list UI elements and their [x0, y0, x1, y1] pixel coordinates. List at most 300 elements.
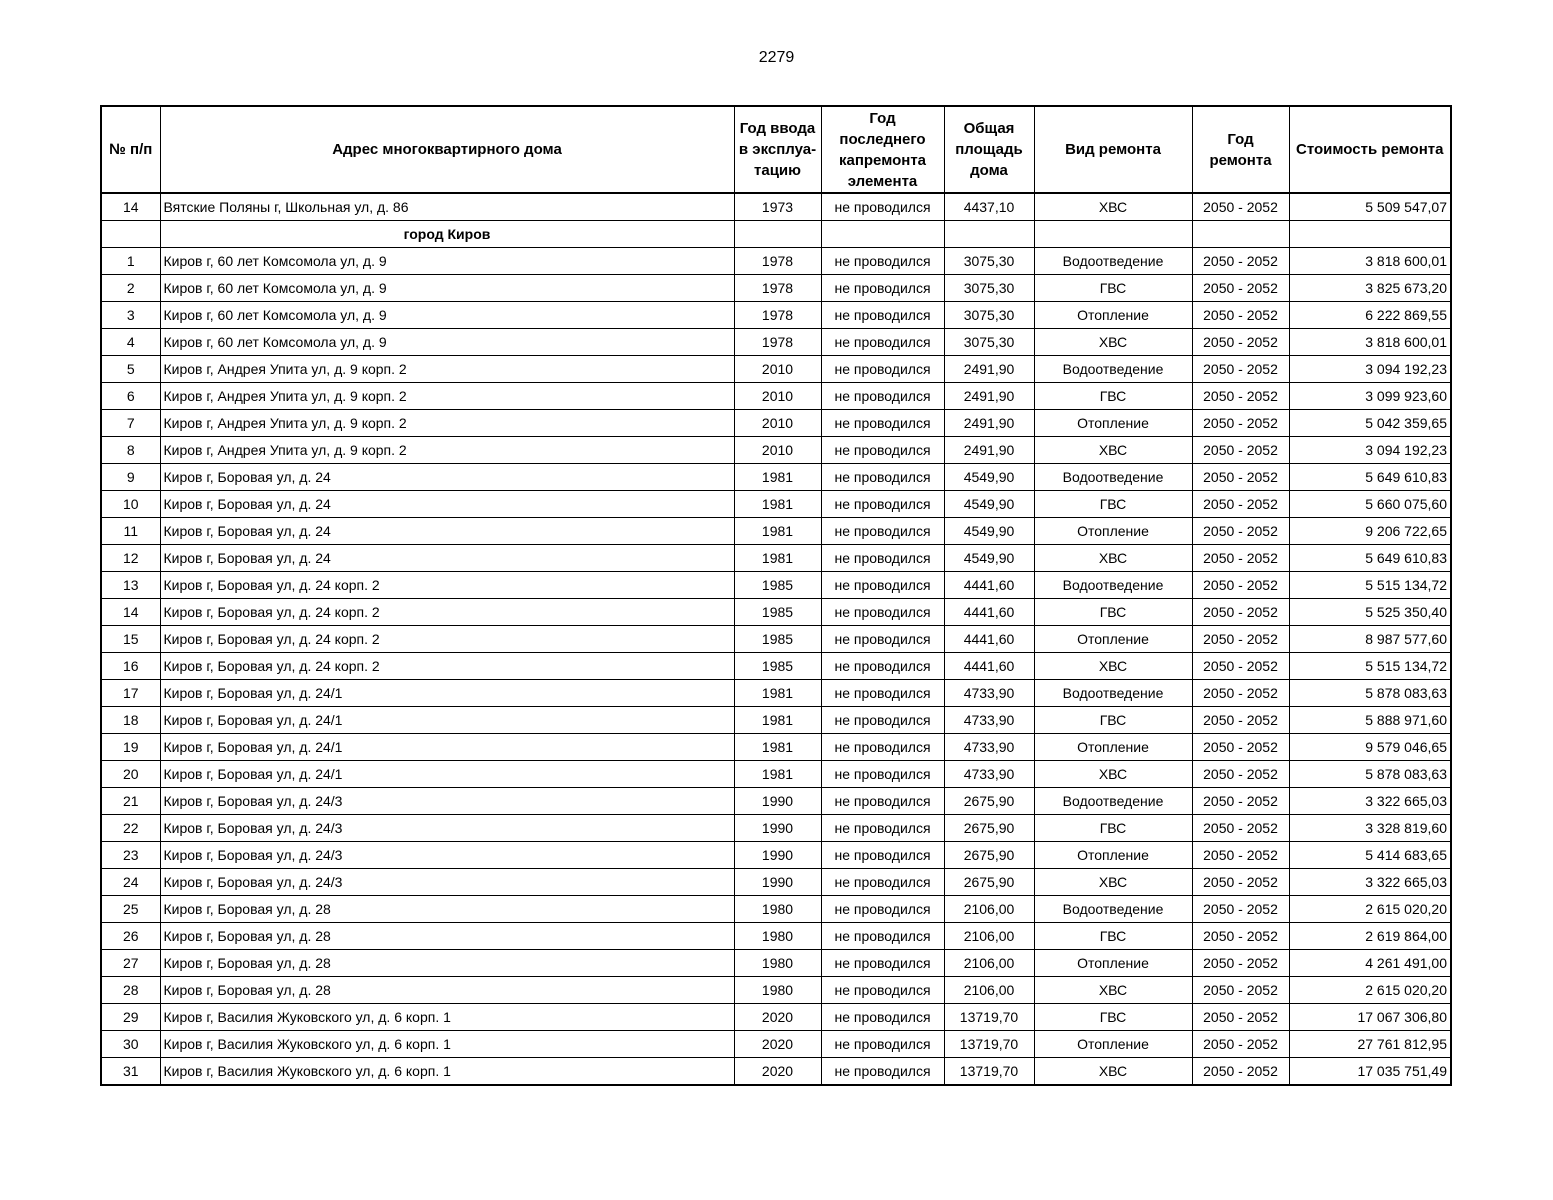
cell-cost: 5 878 083,63 — [1289, 680, 1451, 707]
cell-repair-type: Водоотведение — [1034, 464, 1192, 491]
cell-last-repair: не проводился — [821, 815, 944, 842]
cell-address: Киров г, Боровая ул, д. 28 — [160, 950, 734, 977]
cell-area — [944, 221, 1034, 248]
cell-cost: 3 094 192,23 — [1289, 437, 1451, 464]
cell-num: 11 — [101, 518, 160, 545]
header-year-built: Год ввода в эксплуа-тацию — [734, 106, 821, 193]
cell-last-repair: не проводился — [821, 410, 944, 437]
cell-area: 13719,70 — [944, 1031, 1034, 1058]
cell-address: Вятские Поляны г, Школьная ул, д. 86 — [160, 193, 734, 221]
table-row — [101, 923, 1451, 950]
table-row — [101, 1058, 1451, 1086]
cell-last-repair: не проводился — [821, 761, 944, 788]
cell-repair-type: Водоотведение — [1034, 248, 1192, 275]
cell-year-built: 1990 — [734, 869, 821, 896]
cell-area: 4441,60 — [944, 653, 1034, 680]
cell-repair-year: 2050 - 2052 — [1192, 707, 1289, 734]
cell-address: Киров г, Боровая ул, д. 28 — [160, 923, 734, 950]
cell-repair-year: 2050 - 2052 — [1192, 572, 1289, 599]
cell-cost: 5 042 359,65 — [1289, 410, 1451, 437]
cell-repair-year: 2050 - 2052 — [1192, 896, 1289, 923]
cell-area: 4733,90 — [944, 761, 1034, 788]
cell-address: Киров г, Боровая ул, д. 28 — [160, 896, 734, 923]
cell-address: Киров г, Боровая ул, д. 28 — [160, 977, 734, 1004]
cell-repair-type: ХВС — [1034, 193, 1192, 221]
table-row — [101, 626, 1451, 653]
cell-area: 2491,90 — [944, 410, 1034, 437]
cell-repair-year: 2050 - 2052 — [1192, 788, 1289, 815]
cell-repair-year: 2050 - 2052 — [1192, 734, 1289, 761]
cell-last-repair: не проводился — [821, 1058, 944, 1086]
cell-year-built: 1978 — [734, 329, 821, 356]
cell-repair-year: 2050 - 2052 — [1192, 599, 1289, 626]
cell-area: 2106,00 — [944, 977, 1034, 1004]
table-row — [101, 707, 1451, 734]
table-row — [101, 950, 1451, 977]
table-row — [101, 518, 1451, 545]
cell-repair-type: Водоотведение — [1034, 572, 1192, 599]
cell-area: 2675,90 — [944, 842, 1034, 869]
cell-repair-year: 2050 - 2052 — [1192, 1058, 1289, 1086]
cell-repair-year: 2050 - 2052 — [1192, 193, 1289, 221]
cell-repair-type: Отопление — [1034, 950, 1192, 977]
cell-address: Киров г, Боровая ул, д. 24/1 — [160, 734, 734, 761]
cell-year-built: 1973 — [734, 193, 821, 221]
cell-repair-year: 2050 - 2052 — [1192, 437, 1289, 464]
cell-cost: 5 525 350,40 — [1289, 599, 1451, 626]
cell-last-repair: не проводился — [821, 923, 944, 950]
cell-area: 2491,90 — [944, 437, 1034, 464]
cell-year-built: 1985 — [734, 599, 821, 626]
cell-num: 14 — [101, 599, 160, 626]
cell-repair-year: 2050 - 2052 — [1192, 302, 1289, 329]
cell-year-built: 1980 — [734, 977, 821, 1004]
cell-area: 3075,30 — [944, 302, 1034, 329]
table-row — [101, 761, 1451, 788]
cell-num: 1 — [101, 248, 160, 275]
cell-last-repair: не проводился — [821, 356, 944, 383]
cell-area: 2491,90 — [944, 383, 1034, 410]
cell-repair-type: ГВС — [1034, 275, 1192, 302]
cell-year-built: 1985 — [734, 653, 821, 680]
cell-repair-type: Отопление — [1034, 626, 1192, 653]
cell-year-built: 1985 — [734, 572, 821, 599]
cell-area: 13719,70 — [944, 1004, 1034, 1031]
cell-cost: 3 818 600,01 — [1289, 329, 1451, 356]
table-body — [101, 193, 1451, 1085]
cell-num: 8 — [101, 437, 160, 464]
cell-cost: 3 094 192,23 — [1289, 356, 1451, 383]
cell-area: 3075,30 — [944, 275, 1034, 302]
cell-cost: 3 099 923,60 — [1289, 383, 1451, 410]
cell-last-repair: не проводился — [821, 518, 944, 545]
table-row — [101, 842, 1451, 869]
cell-year-built: 2020 — [734, 1004, 821, 1031]
cell-area: 4733,90 — [944, 707, 1034, 734]
table-header — [101, 106, 1451, 193]
cell-cost: 3 322 665,03 — [1289, 869, 1451, 896]
cell-num: 13 — [101, 572, 160, 599]
table-row — [101, 193, 1451, 221]
cell-repair-type: Отопление — [1034, 1031, 1192, 1058]
cell-repair-year: 2050 - 2052 — [1192, 761, 1289, 788]
cell-repair-type: Отопление — [1034, 734, 1192, 761]
cell-last-repair: не проводился — [821, 977, 944, 1004]
cell-repair-year: 2050 - 2052 — [1192, 653, 1289, 680]
cell-area: 4441,60 — [944, 599, 1034, 626]
cell-num: 4 — [101, 329, 160, 356]
cell-address: Киров г, Андрея Упита ул, д. 9 корп. 2 — [160, 437, 734, 464]
cell-cost: 17 035 751,49 — [1289, 1058, 1451, 1086]
cell-num: 18 — [101, 707, 160, 734]
header-repair-type: Вид ремонта — [1034, 106, 1192, 193]
cell-cost: 3 328 819,60 — [1289, 815, 1451, 842]
cell-cost: 5 660 075,60 — [1289, 491, 1451, 518]
cell-last-repair: не проводился — [821, 383, 944, 410]
cell-last-repair: не проводился — [821, 896, 944, 923]
table-row — [101, 329, 1451, 356]
cell-cost: 3 322 665,03 — [1289, 788, 1451, 815]
cell-repair-year: 2050 - 2052 — [1192, 950, 1289, 977]
cell-repair-year: 2050 - 2052 — [1192, 680, 1289, 707]
header-address: Адрес многоквартирного дома — [160, 106, 734, 193]
cell-repair-year: 2050 - 2052 — [1192, 869, 1289, 896]
cell-address: Киров г, Боровая ул, д. 24/1 — [160, 707, 734, 734]
cell-num: 10 — [101, 491, 160, 518]
cell-repair-type: ХВС — [1034, 653, 1192, 680]
cell-last-repair: не проводился — [821, 788, 944, 815]
cell-last-repair: не проводился — [821, 572, 944, 599]
cell-repair-type: ГВС — [1034, 815, 1192, 842]
cell-repair-type: ГВС — [1034, 491, 1192, 518]
cell-address: Киров г, Андрея Упита ул, д. 9 корп. 2 — [160, 356, 734, 383]
cell-repair-type: Отопление — [1034, 518, 1192, 545]
cell-cost: 5 878 083,63 — [1289, 761, 1451, 788]
header-repair-year: Год ремонта — [1192, 106, 1289, 193]
cell-address: Киров г, Боровая ул, д. 24/3 — [160, 788, 734, 815]
cell-cost: 5 515 134,72 — [1289, 572, 1451, 599]
cell-num: 22 — [101, 815, 160, 842]
cell-repair-year: 2050 - 2052 — [1192, 923, 1289, 950]
cell-cost: 5 509 547,07 — [1289, 193, 1451, 221]
cell-num: 16 — [101, 653, 160, 680]
cell-area: 2675,90 — [944, 869, 1034, 896]
header-last-repair: Год последнего капремонта элемента — [821, 106, 944, 193]
cell-last-repair: не проводился — [821, 248, 944, 275]
cell-year-built: 1981 — [734, 707, 821, 734]
cell-address: Киров г, Андрея Упита ул, д. 9 корп. 2 — [160, 383, 734, 410]
cell-repair-year: 2050 - 2052 — [1192, 356, 1289, 383]
table-row — [101, 491, 1451, 518]
cell-year-built: 1980 — [734, 923, 821, 950]
table-row — [101, 464, 1451, 491]
cell-year-built: 1981 — [734, 761, 821, 788]
cell-year-built: 1980 — [734, 896, 821, 923]
table-row — [101, 302, 1451, 329]
table-row — [101, 248, 1451, 275]
cell-num: 17 — [101, 680, 160, 707]
cell-num: 27 — [101, 950, 160, 977]
cell-repair-year: 2050 - 2052 — [1192, 383, 1289, 410]
cell-repair-type: ХВС — [1034, 329, 1192, 356]
cell-address: Киров г, Василия Жуковского ул, д. 6 корп. 1 — [160, 1058, 734, 1086]
cell-num: 2 — [101, 275, 160, 302]
cell-num: 9 — [101, 464, 160, 491]
table-row — [101, 1004, 1451, 1031]
cell-address: Киров г, Василия Жуковского ул, д. 6 корп. 1 — [160, 1031, 734, 1058]
cell-year-built: 1981 — [734, 680, 821, 707]
cell-repair-type: Отопление — [1034, 302, 1192, 329]
cell-last-repair: не проводился — [821, 437, 944, 464]
cell-area: 3075,30 — [944, 248, 1034, 275]
cell-repair-type: Водоотведение — [1034, 788, 1192, 815]
cell-year-built: 1978 — [734, 248, 821, 275]
header-area: Общая площадь дома — [944, 106, 1034, 193]
cell-repair-type: ХВС — [1034, 1058, 1192, 1086]
cell-last-repair: не проводился — [821, 599, 944, 626]
cell-repair-year: 2050 - 2052 — [1192, 464, 1289, 491]
cell-year-built: 1990 — [734, 788, 821, 815]
cell-address: Киров г, Боровая ул, д. 24/1 — [160, 761, 734, 788]
cell-address: Киров г, 60 лет Комсомола ул, д. 9 — [160, 329, 734, 356]
cell-last-repair: не проводился — [821, 869, 944, 896]
cell-repair-type: ХВС — [1034, 437, 1192, 464]
cell-repair-type: Водоотведение — [1034, 896, 1192, 923]
cell-address: Киров г, Боровая ул, д. 24 корп. 2 — [160, 626, 734, 653]
cell-repair-year: 2050 - 2052 — [1192, 815, 1289, 842]
cell-repair-year: 2050 - 2052 — [1192, 1004, 1289, 1031]
cell-num: 20 — [101, 761, 160, 788]
cell-last-repair: не проводился — [821, 626, 944, 653]
cell-area: 2106,00 — [944, 950, 1034, 977]
table-row — [101, 356, 1451, 383]
cell-num: 31 — [101, 1058, 160, 1086]
header-num: № п/п — [101, 106, 160, 193]
cell-year-built: 1981 — [734, 545, 821, 572]
cell-cost — [1289, 221, 1451, 248]
cell-area: 2675,90 — [944, 788, 1034, 815]
cell-repair-type: ХВС — [1034, 761, 1192, 788]
cell-area: 2491,90 — [944, 356, 1034, 383]
cell-area: 4549,90 — [944, 545, 1034, 572]
cell-area: 13719,70 — [944, 1058, 1034, 1086]
cell-address: Киров г, Боровая ул, д. 24 корп. 2 — [160, 599, 734, 626]
cell-year-built: 1978 — [734, 302, 821, 329]
cell-area: 4441,60 — [944, 572, 1034, 599]
cell-year-built: 2010 — [734, 383, 821, 410]
cell-cost: 9 206 722,65 — [1289, 518, 1451, 545]
page-number: 2279 — [758, 49, 795, 66]
header-cost: Стоимость ремонта — [1289, 106, 1451, 193]
cell-repair-year: 2050 - 2052 — [1192, 248, 1289, 275]
cell-cost: 8 987 577,60 — [1289, 626, 1451, 653]
cell-year-built: 1985 — [734, 626, 821, 653]
cell-year-built: 1981 — [734, 734, 821, 761]
cell-repair-year: 2050 - 2052 — [1192, 329, 1289, 356]
cell-repair-type: Отопление — [1034, 842, 1192, 869]
cell-year-built: 1981 — [734, 491, 821, 518]
cell-address: Киров г, Андрея Упита ул, д. 9 корп. 2 — [160, 410, 734, 437]
cell-cost: 9 579 046,65 — [1289, 734, 1451, 761]
cell-repair-year: 2050 - 2052 — [1192, 275, 1289, 302]
cell-num: 14 — [101, 193, 160, 221]
cell-year-built: 1980 — [734, 950, 821, 977]
cell-repair-year: 2050 - 2052 — [1192, 410, 1289, 437]
cell-area: 2106,00 — [944, 896, 1034, 923]
cell-area: 2675,90 — [944, 815, 1034, 842]
cell-address: Киров г, Боровая ул, д. 24/1 — [160, 680, 734, 707]
cell-repair-type: ГВС — [1034, 383, 1192, 410]
cell-address: Киров г, 60 лет Комсомола ул, д. 9 — [160, 275, 734, 302]
cell-last-repair: не проводился — [821, 302, 944, 329]
cell-repair-type: ГВС — [1034, 923, 1192, 950]
cell-repair-year: 2050 - 2052 — [1192, 626, 1289, 653]
cell-area: 3075,30 — [944, 329, 1034, 356]
cell-last-repair: не проводился — [821, 545, 944, 572]
cell-num: 30 — [101, 1031, 160, 1058]
cell-last-repair: не проводился — [821, 950, 944, 977]
cell-repair-type — [1034, 221, 1192, 248]
cell-num: 24 — [101, 869, 160, 896]
cell-last-repair: не проводился — [821, 491, 944, 518]
table-row — [101, 680, 1451, 707]
cell-area: 4733,90 — [944, 734, 1034, 761]
cell-repair-year: 2050 - 2052 — [1192, 977, 1289, 1004]
cell-cost: 5 649 610,83 — [1289, 545, 1451, 572]
cell-last-repair: не проводился — [821, 464, 944, 491]
cell-num: 25 — [101, 896, 160, 923]
cell-repair-type: ГВС — [1034, 599, 1192, 626]
cell-area: 4549,90 — [944, 491, 1034, 518]
cell-last-repair — [821, 221, 944, 248]
cell-num: 29 — [101, 1004, 160, 1031]
cell-last-repair: не проводился — [821, 1004, 944, 1031]
cell-repair-type: Водоотведение — [1034, 680, 1192, 707]
cell-area: 4733,90 — [944, 680, 1034, 707]
cell-repair-year: 2050 - 2052 — [1192, 491, 1289, 518]
table-row — [101, 734, 1451, 761]
repair-register-table — [100, 105, 1452, 1086]
cell-num: 7 — [101, 410, 160, 437]
section-row — [101, 221, 1451, 248]
cell-area: 4549,90 — [944, 464, 1034, 491]
cell-area: 4549,90 — [944, 518, 1034, 545]
cell-num: 12 — [101, 545, 160, 572]
cell-num: 15 — [101, 626, 160, 653]
cell-cost: 4 261 491,00 — [1289, 950, 1451, 977]
cell-last-repair: не проводился — [821, 653, 944, 680]
cell-repair-type: Водоотведение — [1034, 356, 1192, 383]
cell-last-repair: не проводился — [821, 275, 944, 302]
cell-address: Киров г, Боровая ул, д. 24 корп. 2 — [160, 653, 734, 680]
cell-num: 3 — [101, 302, 160, 329]
cell-num: 6 — [101, 383, 160, 410]
table-row — [101, 599, 1451, 626]
cell-year-built: 2010 — [734, 410, 821, 437]
cell-year-built: 1981 — [734, 518, 821, 545]
cell-num: 19 — [101, 734, 160, 761]
cell-year-built: 2020 — [734, 1058, 821, 1086]
table-row — [101, 869, 1451, 896]
table-row — [101, 653, 1451, 680]
table-row — [101, 383, 1451, 410]
table-row — [101, 572, 1451, 599]
header-row — [101, 106, 1451, 193]
cell-last-repair: не проводился — [821, 329, 944, 356]
cell-address: Киров г, Боровая ул, д. 24 — [160, 464, 734, 491]
cell-num: 28 — [101, 977, 160, 1004]
cell-address: Киров г, Боровая ул, д. 24 корп. 2 — [160, 572, 734, 599]
table-row — [101, 1031, 1451, 1058]
cell-address: Киров г, Боровая ул, д. 24/3 — [160, 869, 734, 896]
cell-address: Киров г, 60 лет Комсомола ул, д. 9 — [160, 302, 734, 329]
cell-year-built: 1990 — [734, 842, 821, 869]
cell-cost: 3 825 673,20 — [1289, 275, 1451, 302]
cell-num: 21 — [101, 788, 160, 815]
section-title: город Киров — [160, 221, 734, 248]
cell-area: 2106,00 — [944, 923, 1034, 950]
cell-repair-type: Отопление — [1034, 410, 1192, 437]
table-row — [101, 977, 1451, 1004]
cell-repair-year — [1192, 221, 1289, 248]
cell-cost: 5 649 610,83 — [1289, 464, 1451, 491]
cell-cost: 5 888 971,60 — [1289, 707, 1451, 734]
cell-repair-year: 2050 - 2052 — [1192, 1031, 1289, 1058]
cell-cost: 5 414 683,65 — [1289, 842, 1451, 869]
cell-address: Киров г, Боровая ул, д. 24/3 — [160, 842, 734, 869]
cell-address: Киров г, Боровая ул, д. 24 — [160, 545, 734, 572]
cell-repair-type: ХВС — [1034, 545, 1192, 572]
cell-address: Киров г, Боровая ул, д. 24/3 — [160, 815, 734, 842]
cell-last-repair: не проводился — [821, 1031, 944, 1058]
cell-num: 26 — [101, 923, 160, 950]
cell-num: 23 — [101, 842, 160, 869]
table-row — [101, 815, 1451, 842]
cell-last-repair: не проводился — [821, 680, 944, 707]
cell-year-built: 1981 — [734, 464, 821, 491]
cell-cost: 2 615 020,20 — [1289, 896, 1451, 923]
table-row — [101, 437, 1451, 464]
cell-num — [101, 221, 160, 248]
cell-year-built: 2010 — [734, 356, 821, 383]
cell-year-built: 2020 — [734, 1031, 821, 1058]
cell-year-built — [734, 221, 821, 248]
cell-address: Киров г, Василия Жуковского ул, д. 6 корп. 1 — [160, 1004, 734, 1031]
cell-repair-type: ХВС — [1034, 869, 1192, 896]
cell-repair-year: 2050 - 2052 — [1192, 518, 1289, 545]
cell-repair-year: 2050 - 2052 — [1192, 545, 1289, 572]
cell-cost: 3 818 600,01 — [1289, 248, 1451, 275]
cell-last-repair: не проводился — [821, 193, 944, 221]
cell-address: Киров г, 60 лет Комсомола ул, д. 9 — [160, 248, 734, 275]
cell-repair-year: 2050 - 2052 — [1192, 842, 1289, 869]
cell-cost: 6 222 869,55 — [1289, 302, 1451, 329]
cell-cost: 5 515 134,72 — [1289, 653, 1451, 680]
cell-repair-type: ХВС — [1034, 977, 1192, 1004]
cell-last-repair: не проводился — [821, 842, 944, 869]
cell-area: 4441,60 — [944, 626, 1034, 653]
table-row — [101, 275, 1451, 302]
table-row — [101, 896, 1451, 923]
cell-address: Киров г, Боровая ул, д. 24 — [160, 491, 734, 518]
table-row — [101, 788, 1451, 815]
cell-cost: 2 615 020,20 — [1289, 977, 1451, 1004]
cell-year-built: 1978 — [734, 275, 821, 302]
cell-year-built: 2010 — [734, 437, 821, 464]
cell-last-repair: не проводился — [821, 734, 944, 761]
cell-cost: 17 067 306,80 — [1289, 1004, 1451, 1031]
cell-num: 5 — [101, 356, 160, 383]
